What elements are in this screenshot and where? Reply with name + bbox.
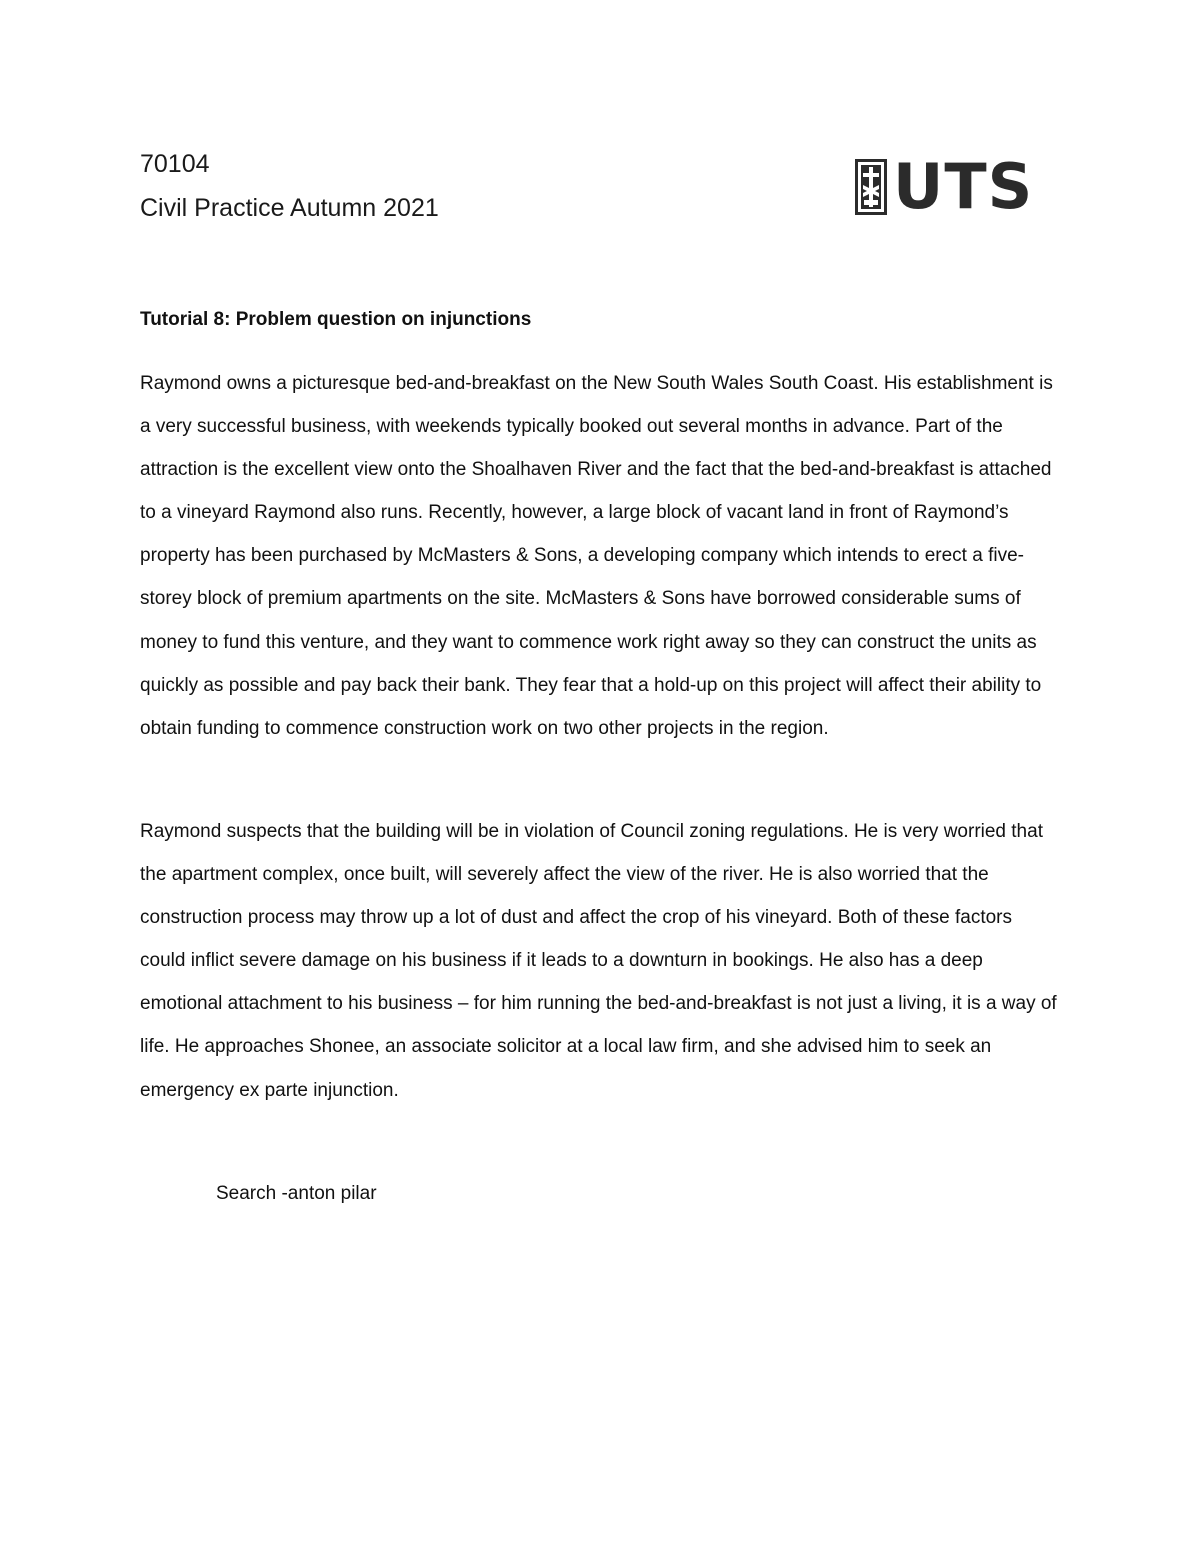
tutorial-heading: Tutorial 8: Problem question on injunctions [140, 309, 532, 330]
uts-crest-icon [855, 159, 887, 215]
paragraph-2: Raymond suspects that the building will be in violation of Council zoning regulations. He is very worried that the apartment complex, once built, will severely affect the view of the river. He is also worried that the construction process may throw up a lot of dust and affect the crop of his vineyard. Both of these factors could inflict severe damage on his business if it leads to a downturn in bookings. He also has a deep emotional attachment to his business – for him running the bed-and-breakfast is not just a living, it is a way of life. He approaches Shonee, an associate solicitor at a local law firm, and she advised him to seek an emergency ex parte injunction. [140, 821, 1057, 1101]
paragraph-1: Raymond owns a picturesque bed-and-breakfast on the New South Wales South Coast. His establishment is a very successful business, with weekends typically booked out several months in advance. Part of the attraction is the excellent view onto the Shoalhaven River and the fact that the bed-and-breakfast is attached to a vineyard Raymond also runs. Recently, however, a large block of vacant land in front of Raymond’s property has been purchased by McMasters & Sons, a developing company which intends to erect a five-storey block of premium apartments on the site. McMasters & Sons have borrowed considerable sums of money to fund this venture, and they want to commence work right away so they can construct the units as quickly as possible and pay back their bank. They fear that a hold-up on this project will affect their ability to obtain funding to commence construction work on two other projects in the region. [140, 373, 1053, 739]
course-title: Civil Practice Autumn 2021 [140, 194, 439, 222]
course-code: 70104 [140, 150, 210, 178]
logo-text: UTS [893, 150, 1034, 223]
search-note: Search -anton pilar [216, 1183, 377, 1204]
uts-logo [855, 150, 1034, 223]
